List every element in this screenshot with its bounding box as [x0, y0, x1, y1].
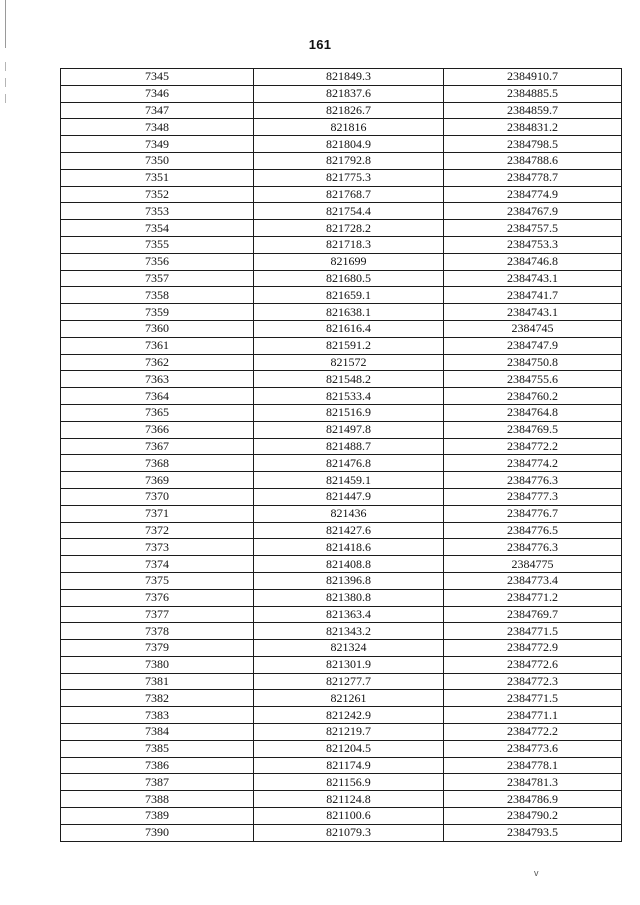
table-row: [61, 724, 622, 741]
point-number-cell: 7386: [61, 757, 254, 774]
y-coordinate-cell: 2384773.4: [444, 572, 622, 589]
x-coordinate-cell: 821301.9: [254, 656, 444, 673]
table-row: [61, 556, 622, 573]
point-number-cell: 7383: [61, 707, 254, 724]
y-coordinate-cell: 2384831.2: [444, 119, 622, 136]
x-coordinate-cell: 821754.4: [254, 203, 444, 220]
y-coordinate-cell: 2384771.1: [444, 707, 622, 724]
point-number-cell: 7381: [61, 673, 254, 690]
x-coordinate-cell: 821728.2: [254, 220, 444, 237]
y-coordinate-cell: 2384772.2: [444, 438, 622, 455]
x-coordinate-cell: 821380.8: [254, 589, 444, 606]
page-number: 161: [308, 37, 332, 52]
y-coordinate-cell: 2384772.6: [444, 656, 622, 673]
x-coordinate-cell: 821204.5: [254, 740, 444, 757]
x-coordinate-cell: 821343.2: [254, 623, 444, 640]
y-coordinate-cell: 2384764.8: [444, 404, 622, 421]
point-number-cell: 7361: [61, 337, 254, 354]
table-row: [61, 320, 622, 337]
x-coordinate-cell: 821638.1: [254, 304, 444, 321]
x-coordinate-cell: 821488.7: [254, 438, 444, 455]
y-coordinate-cell: 2384760.2: [444, 388, 622, 405]
x-coordinate-cell: 821497.8: [254, 421, 444, 438]
point-number-cell: 7374: [61, 556, 254, 573]
y-coordinate-cell: 2384743.1: [444, 270, 622, 287]
x-coordinate-cell: 821156.9: [254, 774, 444, 791]
point-number-cell: 7350: [61, 152, 254, 169]
x-coordinate-cell: 821427.6: [254, 522, 444, 539]
point-number-cell: 7363: [61, 371, 254, 388]
x-coordinate-cell: 821572: [254, 354, 444, 371]
point-number-cell: 7358: [61, 287, 254, 304]
point-number-cell: 7359: [61, 304, 254, 321]
y-coordinate-cell: 2384769.7: [444, 606, 622, 623]
x-coordinate-cell: 821124.8: [254, 791, 444, 808]
y-coordinate-cell: 2384788.6: [444, 152, 622, 169]
table-row: [61, 824, 622, 841]
table-row: [61, 522, 622, 539]
point-number-cell: 7349: [61, 136, 254, 153]
point-number-cell: 7352: [61, 186, 254, 203]
y-coordinate-cell: 2384777.3: [444, 488, 622, 505]
x-coordinate-cell: 821436: [254, 505, 444, 522]
y-coordinate-cell: 2384750.8: [444, 354, 622, 371]
table-row: [61, 304, 622, 321]
point-number-cell: 7355: [61, 236, 254, 253]
x-coordinate-cell: 821418.6: [254, 539, 444, 556]
x-coordinate-cell: 821768.7: [254, 186, 444, 203]
point-number-cell: 7367: [61, 438, 254, 455]
table-row: [61, 354, 622, 371]
y-coordinate-cell: 2384781.3: [444, 774, 622, 791]
point-number-cell: 7384: [61, 724, 254, 741]
x-coordinate-cell: 821079.3: [254, 824, 444, 841]
point-number-cell: 7368: [61, 455, 254, 472]
point-number-cell: 7366: [61, 421, 254, 438]
y-coordinate-cell: 2384771.5: [444, 690, 622, 707]
y-coordinate-cell: 2384786.9: [444, 791, 622, 808]
point-number-cell: 7371: [61, 505, 254, 522]
y-coordinate-cell: 2384746.8: [444, 253, 622, 270]
scan-tick-mark: v: [534, 868, 539, 878]
table-row: [61, 85, 622, 102]
table-row: [61, 404, 622, 421]
point-number-cell: 7375: [61, 572, 254, 589]
x-coordinate-cell: 821816: [254, 119, 444, 136]
x-coordinate-cell: 821591.2: [254, 337, 444, 354]
x-coordinate-cell: 821277.7: [254, 673, 444, 690]
y-coordinate-cell: 2384757.5: [444, 220, 622, 237]
y-coordinate-cell: 2384741.7: [444, 287, 622, 304]
x-coordinate-cell: 821659.1: [254, 287, 444, 304]
y-coordinate-cell: 2384753.3: [444, 236, 622, 253]
x-coordinate-cell: 821849.3: [254, 69, 444, 86]
y-coordinate-cell: 2384774.2: [444, 455, 622, 472]
y-coordinate-cell: 2384772.3: [444, 673, 622, 690]
y-coordinate-cell: 2384776.3: [444, 472, 622, 489]
y-coordinate-cell: 2384798.5: [444, 136, 622, 153]
table-row: [61, 220, 622, 237]
table-row: [61, 640, 622, 657]
y-coordinate-cell: 2384772.2: [444, 724, 622, 741]
table-row: [61, 472, 622, 489]
y-coordinate-cell: 2384743.1: [444, 304, 622, 321]
y-coordinate-cell: 2384774.9: [444, 186, 622, 203]
point-number-cell: 7362: [61, 354, 254, 371]
table-row: [61, 287, 622, 304]
point-number-cell: 7345: [61, 69, 254, 86]
y-coordinate-cell: 2384745: [444, 320, 622, 337]
table-row: [61, 438, 622, 455]
table-row: [61, 808, 622, 825]
table-row: [61, 455, 622, 472]
x-coordinate-cell: 821533.4: [254, 388, 444, 405]
table-row: [61, 707, 622, 724]
scan-edge-dash: [5, 94, 6, 103]
table-row: [61, 673, 622, 690]
table-row: [61, 270, 622, 287]
point-number-cell: 7356: [61, 253, 254, 270]
point-number-cell: 7351: [61, 169, 254, 186]
table-row: [61, 69, 622, 86]
x-coordinate-cell: 821476.8: [254, 455, 444, 472]
y-coordinate-cell: 2384885.5: [444, 85, 622, 102]
y-coordinate-cell: 2384778.1: [444, 757, 622, 774]
x-coordinate-cell: 821242.9: [254, 707, 444, 724]
table-row: [61, 488, 622, 505]
x-coordinate-cell: 821408.8: [254, 556, 444, 573]
table-row: [61, 606, 622, 623]
x-coordinate-cell: 821100.6: [254, 808, 444, 825]
x-coordinate-cell: 821363.4: [254, 606, 444, 623]
point-number-cell: 7360: [61, 320, 254, 337]
x-coordinate-cell: 821826.7: [254, 102, 444, 119]
table-row: [61, 337, 622, 354]
table-row: [61, 152, 622, 169]
point-number-cell: 7357: [61, 270, 254, 287]
y-coordinate-cell: 2384767.9: [444, 203, 622, 220]
y-coordinate-cell: 2384769.5: [444, 421, 622, 438]
y-coordinate-cell: 2384859.7: [444, 102, 622, 119]
point-number-cell: 7354: [61, 220, 254, 237]
table-row: [61, 740, 622, 757]
table-row: [61, 169, 622, 186]
coordinates-table: [60, 68, 622, 842]
table-row: [61, 539, 622, 556]
x-coordinate-cell: 821718.3: [254, 236, 444, 253]
table-row: [61, 690, 622, 707]
point-number-cell: 7377: [61, 606, 254, 623]
point-number-cell: 7378: [61, 623, 254, 640]
x-coordinate-cell: 821680.5: [254, 270, 444, 287]
y-coordinate-cell: 2384775: [444, 556, 622, 573]
point-number-cell: 7347: [61, 102, 254, 119]
table-row: [61, 253, 622, 270]
point-number-cell: 7380: [61, 656, 254, 673]
table-row: [61, 757, 622, 774]
x-coordinate-cell: 821174.9: [254, 757, 444, 774]
table-row: [61, 572, 622, 589]
x-coordinate-cell: 821775.3: [254, 169, 444, 186]
point-number-cell: 7387: [61, 774, 254, 791]
x-coordinate-cell: 821447.9: [254, 488, 444, 505]
point-number-cell: 7364: [61, 388, 254, 405]
y-coordinate-cell: 2384747.9: [444, 337, 622, 354]
point-number-cell: 7385: [61, 740, 254, 757]
table-row: [61, 505, 622, 522]
x-coordinate-cell: 821699: [254, 253, 444, 270]
y-coordinate-cell: 2384755.6: [444, 371, 622, 388]
x-coordinate-cell: 821837.6: [254, 85, 444, 102]
point-number-cell: 7382: [61, 690, 254, 707]
point-number-cell: 7376: [61, 589, 254, 606]
point-number-cell: 7353: [61, 203, 254, 220]
point-number-cell: 7388: [61, 791, 254, 808]
point-number-cell: 7369: [61, 472, 254, 489]
y-coordinate-cell: 2384772.9: [444, 640, 622, 657]
table-row: [61, 102, 622, 119]
x-coordinate-cell: 821616.4: [254, 320, 444, 337]
point-number-cell: 7370: [61, 488, 254, 505]
y-coordinate-cell: 2384778.7: [444, 169, 622, 186]
scan-edge-dash: [5, 62, 6, 71]
table-row: [61, 136, 622, 153]
x-coordinate-cell: 821396.8: [254, 572, 444, 589]
table-row: [61, 623, 622, 640]
table-row: [61, 589, 622, 606]
x-coordinate-cell: 821324: [254, 640, 444, 657]
y-coordinate-cell: 2384790.2: [444, 808, 622, 825]
table-row: [61, 371, 622, 388]
x-coordinate-cell: 821792.8: [254, 152, 444, 169]
x-coordinate-cell: 821548.2: [254, 371, 444, 388]
table-row: [61, 119, 622, 136]
y-coordinate-cell: 2384776.7: [444, 505, 622, 522]
y-coordinate-cell: 2384771.5: [444, 623, 622, 640]
y-coordinate-cell: 2384771.2: [444, 589, 622, 606]
table-row: [61, 236, 622, 253]
y-coordinate-cell: 2384773.6: [444, 740, 622, 757]
point-number-cell: 7348: [61, 119, 254, 136]
scan-edge-dash: [5, 78, 6, 87]
x-coordinate-cell: 821459.1: [254, 472, 444, 489]
x-coordinate-cell: 821804.9: [254, 136, 444, 153]
point-number-cell: 7390: [61, 824, 254, 841]
y-coordinate-cell: 2384910.7: [444, 69, 622, 86]
y-coordinate-cell: 2384776.3: [444, 539, 622, 556]
table-row: [61, 388, 622, 405]
y-coordinate-cell: 2384793.5: [444, 824, 622, 841]
x-coordinate-cell: 821261: [254, 690, 444, 707]
table-row: [61, 774, 622, 791]
x-coordinate-cell: 821516.9: [254, 404, 444, 421]
point-number-cell: 7373: [61, 539, 254, 556]
point-number-cell: 7365: [61, 404, 254, 421]
y-coordinate-cell: 2384776.5: [444, 522, 622, 539]
table-row: [61, 186, 622, 203]
table-row: [61, 421, 622, 438]
table-row: [61, 203, 622, 220]
coordinates-table-body: [61, 69, 622, 842]
table-row: [61, 656, 622, 673]
x-coordinate-cell: 821219.7: [254, 724, 444, 741]
point-number-cell: 7389: [61, 808, 254, 825]
table-row: [61, 791, 622, 808]
point-number-cell: 7379: [61, 640, 254, 657]
point-number-cell: 7372: [61, 522, 254, 539]
point-number-cell: 7346: [61, 85, 254, 102]
